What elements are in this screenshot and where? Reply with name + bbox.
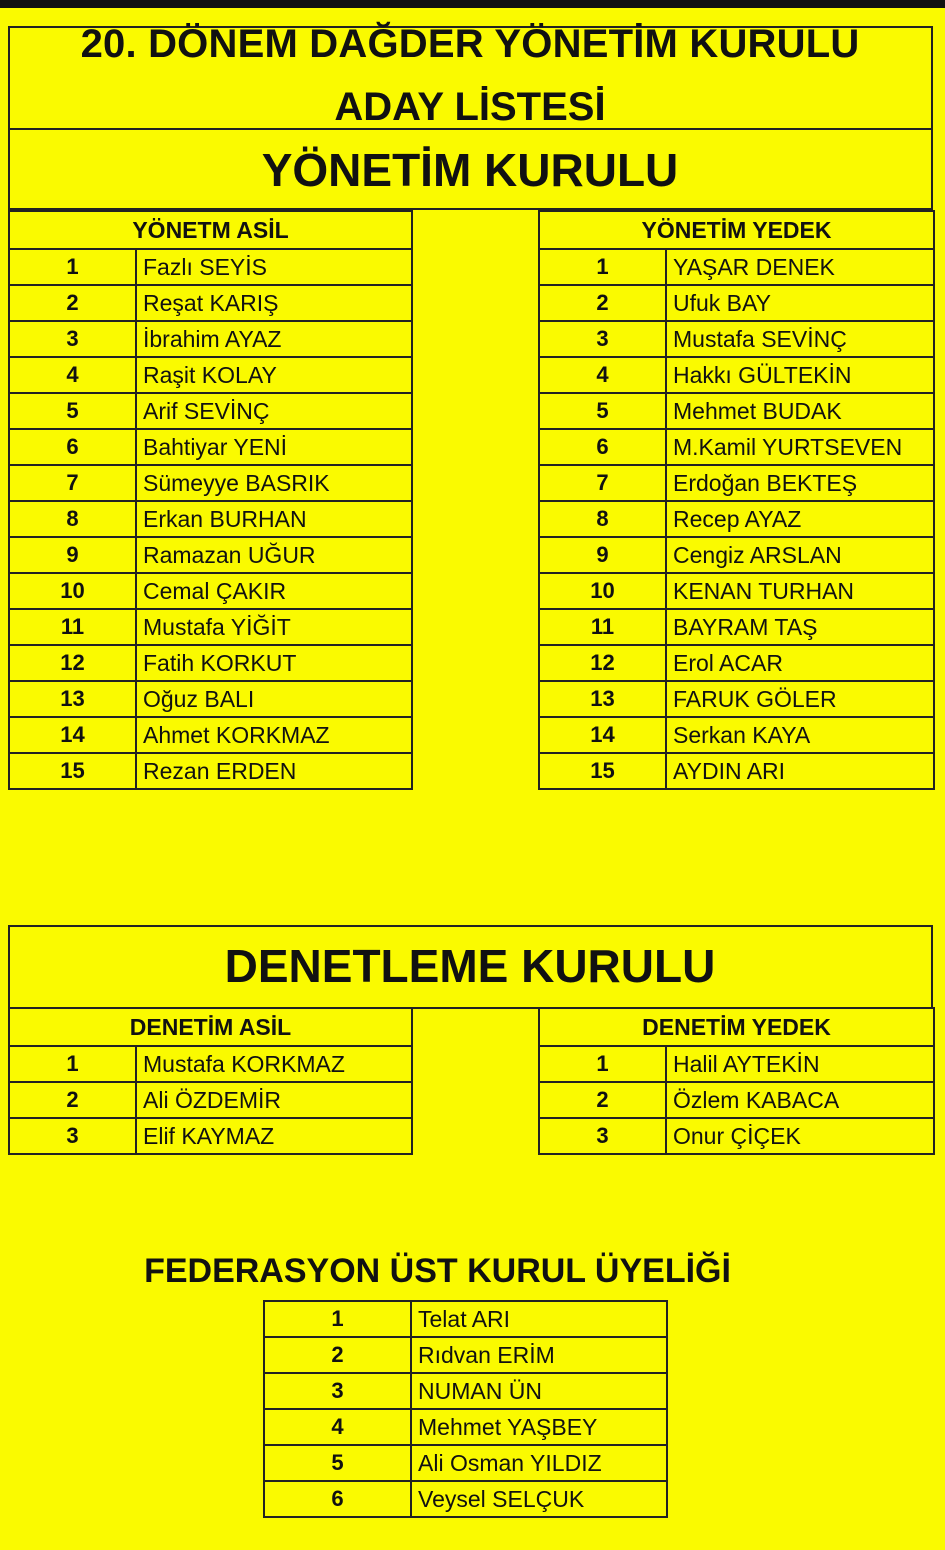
row-number: 10	[539, 573, 666, 609]
candidate-name: Mustafa KORKMAZ	[136, 1046, 412, 1082]
candidate-name: Erkan BURHAN	[136, 501, 412, 537]
row-number: 12	[539, 645, 666, 681]
table-row	[539, 573, 934, 609]
row-number: 2	[539, 285, 666, 321]
table-row	[9, 1118, 412, 1154]
row-number: 1	[539, 249, 666, 285]
candidate-name: Cemal ÇAKIR	[136, 573, 412, 609]
denetim-asil-header: DENETİM ASİL	[9, 1008, 412, 1046]
row-number: 2	[264, 1337, 411, 1373]
row-number: 14	[539, 717, 666, 753]
yonetim-yedek-header: YÖNETİM YEDEK	[539, 211, 934, 249]
row-number: 5	[539, 393, 666, 429]
table-row	[264, 1481, 667, 1517]
candidate-name: Ahmet KORKMAZ	[136, 717, 412, 753]
table-row	[539, 1118, 934, 1154]
candidate-name: Erol ACAR	[666, 645, 934, 681]
candidate-name: Rıdvan ERİM	[411, 1337, 667, 1373]
candidate-name: Cengiz ARSLAN	[666, 537, 934, 573]
candidate-name: AYDIN ARI	[666, 753, 934, 789]
row-number: 1	[9, 249, 136, 285]
table-row	[9, 393, 412, 429]
table-row	[539, 609, 934, 645]
table-row	[539, 1046, 934, 1082]
candidate-name: Serkan KAYA	[666, 717, 934, 753]
yonetim-asil-header: YÖNETM ASİL	[9, 211, 412, 249]
row-number: 6	[539, 429, 666, 465]
table-row	[9, 681, 412, 717]
denetleme-section-title: DENETLEME KURULU	[224, 940, 716, 992]
candidate-name: Elif KAYMAZ	[136, 1118, 412, 1154]
federasyon-section-title: FEDERASYON ÜST KURUL ÜYELİĞİ	[144, 1252, 731, 1290]
table-row	[9, 573, 412, 609]
candidate-name: YAŞAR DENEK	[666, 249, 934, 285]
row-number: 8	[9, 501, 136, 537]
candidate-name: KENAN TURHAN	[666, 573, 934, 609]
table-row	[264, 1409, 667, 1445]
candidate-name: Özlem KABACA	[666, 1082, 934, 1118]
row-number: 3	[264, 1373, 411, 1409]
candidate-name: Mustafa SEVİNÇ	[666, 321, 934, 357]
table-row	[264, 1445, 667, 1481]
row-number: 3	[539, 1118, 666, 1154]
row-number: 3	[539, 321, 666, 357]
row-number: 9	[539, 537, 666, 573]
table-row	[9, 717, 412, 753]
candidate-name: Ali ÖZDEMİR	[136, 1082, 412, 1118]
table-row	[539, 501, 934, 537]
table-row	[9, 1082, 412, 1118]
denetim-asil-table	[8, 1007, 413, 1155]
row-number: 1	[9, 1046, 136, 1082]
candidate-name: Ali Osman YILDIZ	[411, 1445, 667, 1481]
table-row	[9, 357, 412, 393]
candidate-name: FARUK GÖLER	[666, 681, 934, 717]
row-number: 1	[264, 1301, 411, 1337]
candidate-name: Telat ARI	[411, 1301, 667, 1337]
top-border	[0, 0, 945, 8]
table-row	[9, 537, 412, 573]
candidate-name: Raşit KOLAY	[136, 357, 412, 393]
row-number: 15	[9, 753, 136, 789]
yonetim-section-title: YÖNETİM KURULU	[261, 144, 679, 196]
table-row	[539, 717, 934, 753]
table-row	[539, 681, 934, 717]
candidate-name: Veysel SELÇUK	[411, 1481, 667, 1517]
table-row	[539, 393, 934, 429]
candidate-name: Halil AYTEKİN	[666, 1046, 934, 1082]
candidate-name: M.Kamil YURTSEVEN	[666, 429, 934, 465]
candidate-name: BAYRAM TAŞ	[666, 609, 934, 645]
table-row	[9, 645, 412, 681]
yonetim-yedek-table	[538, 210, 935, 790]
table-row	[539, 645, 934, 681]
row-number: 2	[539, 1082, 666, 1118]
row-number: 8	[539, 501, 666, 537]
table-row	[539, 1082, 934, 1118]
denetim-yedek-table	[538, 1007, 935, 1155]
row-number: 4	[9, 357, 136, 393]
candidate-name: Sümeyye BASRIK	[136, 465, 412, 501]
row-number: 5	[264, 1445, 411, 1481]
row-number: 2	[9, 1082, 136, 1118]
candidate-name: Bahtiyar YENİ	[136, 429, 412, 465]
candidate-name: Mehmet BUDAK	[666, 393, 934, 429]
row-number: 3	[9, 1118, 136, 1154]
row-number: 7	[9, 465, 136, 501]
yonetim-asil-table	[8, 210, 413, 790]
table-row	[9, 1046, 412, 1082]
row-number: 13	[9, 681, 136, 717]
candidate-name: Fatih KORKUT	[136, 645, 412, 681]
row-number: 4	[539, 357, 666, 393]
row-number: 2	[9, 285, 136, 321]
candidate-name: Ramazan UĞUR	[136, 537, 412, 573]
candidate-name: Fazlı SEYİS	[136, 249, 412, 285]
table-row	[539, 357, 934, 393]
table-row	[539, 537, 934, 573]
row-number: 14	[9, 717, 136, 753]
table-row	[539, 249, 934, 285]
denetim-yedek-header: DENETİM YEDEK	[539, 1008, 934, 1046]
table-row	[9, 753, 412, 789]
candidate-name: Hakkı GÜLTEKİN	[666, 357, 934, 393]
candidate-name: Rezan ERDEN	[136, 753, 412, 789]
row-number: 3	[9, 321, 136, 357]
row-number: 1	[539, 1046, 666, 1082]
candidate-name: Recep AYAZ	[666, 501, 934, 537]
candidate-name: Arif SEVİNÇ	[136, 393, 412, 429]
row-number: 6	[264, 1481, 411, 1517]
table-row	[9, 285, 412, 321]
row-number: 7	[539, 465, 666, 501]
table-row	[264, 1373, 667, 1409]
table-row	[9, 429, 412, 465]
candidate-name: NUMAN ÜN	[411, 1373, 667, 1409]
candidate-name: Oğuz BALI	[136, 681, 412, 717]
candidate-name: Onur ÇİÇEK	[666, 1118, 934, 1154]
table-row	[9, 321, 412, 357]
candidate-name: Mehmet YAŞBEY	[411, 1409, 667, 1445]
candidate-name: Erdoğan BEKTEŞ	[666, 465, 934, 501]
table-row	[539, 321, 934, 357]
row-number: 5	[9, 393, 136, 429]
row-number: 4	[264, 1409, 411, 1445]
row-number: 11	[539, 609, 666, 645]
row-number: 15	[539, 753, 666, 789]
table-row	[539, 429, 934, 465]
table-row	[9, 465, 412, 501]
table-row	[264, 1337, 667, 1373]
table-row	[9, 501, 412, 537]
document-title: 20. DÖNEM DAĞDER YÖNETİM KURULU	[80, 22, 860, 66]
document-subtitle: ADAY LİSTESİ	[334, 85, 606, 129]
candidate-name: Ufuk BAY	[666, 285, 934, 321]
table-row	[539, 753, 934, 789]
row-number: 9	[9, 537, 136, 573]
candidate-name: İbrahim AYAZ	[136, 321, 412, 357]
table-row	[9, 249, 412, 285]
candidate-name: Mustafa YİĞİT	[136, 609, 412, 645]
row-number: 6	[9, 429, 136, 465]
table-row	[9, 609, 412, 645]
row-number: 13	[539, 681, 666, 717]
row-number: 12	[9, 645, 136, 681]
table-row	[539, 285, 934, 321]
row-number: 11	[9, 609, 136, 645]
table-row	[264, 1301, 667, 1337]
federasyon-table	[263, 1300, 668, 1518]
candidate-name: Reşat KARIŞ	[136, 285, 412, 321]
row-number: 10	[9, 573, 136, 609]
table-row	[539, 465, 934, 501]
